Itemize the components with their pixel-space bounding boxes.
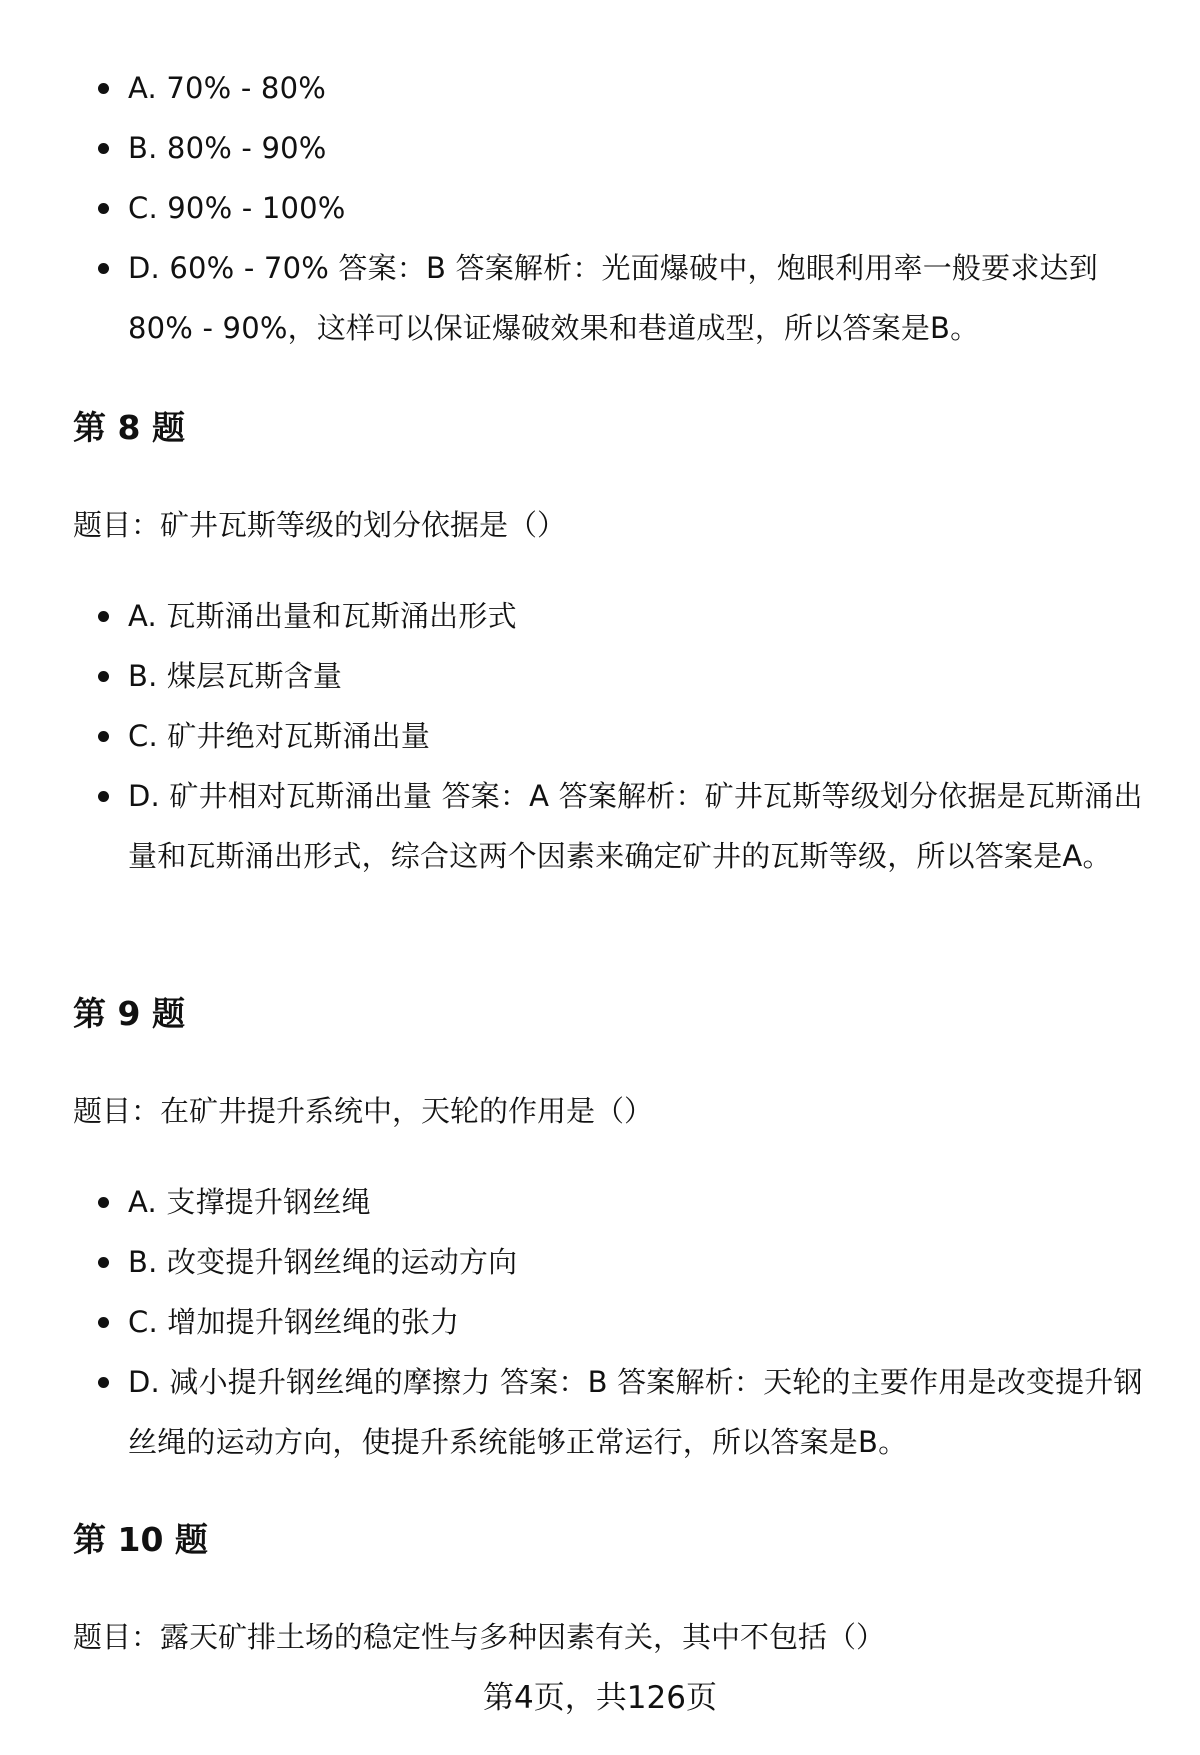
bullet-icon — [98, 1377, 109, 1388]
option-c-text: C. 增加提升钢丝绳的张力 — [128, 1305, 460, 1339]
option-d-answer-text: D. 矿井相对瓦斯涌出量 答案：A 答案解析：矿井瓦斯等级划分依据是瓦斯涌出量和瓦斯涌出形式，综合这两个因素来确定矿井的瓦斯等级，所以答案是A。 — [128, 779, 1143, 873]
bullet-icon — [98, 1317, 109, 1328]
option-c-text: C. 矿井绝对瓦斯涌出量 — [128, 719, 431, 753]
list-item — [0, 118, 1200, 178]
bullet-icon — [98, 791, 109, 802]
list-item — [0, 766, 1200, 886]
option-c-text: C. 90% - 100% — [128, 191, 346, 225]
bullet-icon — [98, 671, 109, 682]
question-9-title: 第 9 题 — [73, 994, 185, 1033]
bullet-icon — [98, 1257, 109, 1268]
list-item — [0, 238, 1200, 358]
page-number-footer: 第4页，共126页 — [483, 1680, 717, 1716]
list-item — [0, 1292, 1200, 1352]
option-b-text: B. 煤层瓦斯含量 — [128, 659, 343, 693]
bullet-icon — [98, 143, 109, 154]
bullet-icon — [98, 203, 109, 214]
question-10-title: 第 10 题 — [73, 1520, 208, 1559]
bullet-icon — [98, 83, 109, 94]
question-9-stem: 题目：在矿井提升系统中，天轮的作用是（） — [73, 1094, 654, 1128]
option-d-answer-text: D. 60% - 70% 答案：B 答案解析：光面爆破中，炮眼利用率一般要求达到80% - 90%，这样可以保证爆破效果和巷道成型，所以答案是B。 — [128, 251, 1098, 345]
option-d-answer-text: D. 减小提升钢丝绳的摩擦力 答案：B 答案解析：天轮的主要作用是改变提升钢丝绳的运动方向，使提升系统能够正常运行，所以答案是B。 — [128, 1365, 1143, 1459]
list-item — [0, 646, 1200, 706]
list-item — [0, 586, 1200, 646]
list-item — [0, 1232, 1200, 1292]
bullet-icon — [98, 263, 109, 274]
question-10-stem: 题目：露天矿排土场的稳定性与多种因素有关，其中不包括（） — [73, 1620, 886, 1654]
q8-options-list — [0, 586, 1200, 886]
option-b-text: B. 80% - 90% — [128, 131, 327, 165]
bullet-icon — [98, 731, 109, 742]
list-item — [0, 178, 1200, 238]
option-a-text: A. 支撑提升钢丝绳 — [128, 1185, 371, 1219]
question-8-title: 第 8 题 — [73, 408, 185, 447]
option-b-text: B. 改变提升钢丝绳的运动方向 — [128, 1245, 518, 1279]
bullet-icon — [98, 611, 109, 622]
question-8-stem: 题目：矿井瓦斯等级的划分依据是（） — [73, 508, 567, 542]
list-item — [0, 58, 1200, 118]
bullet-icon — [98, 1197, 109, 1208]
option-a-text: A. 70% - 80% — [128, 71, 326, 105]
list-item — [0, 706, 1200, 766]
list-item — [0, 1352, 1200, 1472]
q7-options-list — [0, 58, 1200, 358]
option-a-text: A. 瓦斯涌出量和瓦斯涌出形式 — [128, 599, 517, 633]
q9-options-list — [0, 1172, 1200, 1472]
list-item — [0, 1172, 1200, 1232]
